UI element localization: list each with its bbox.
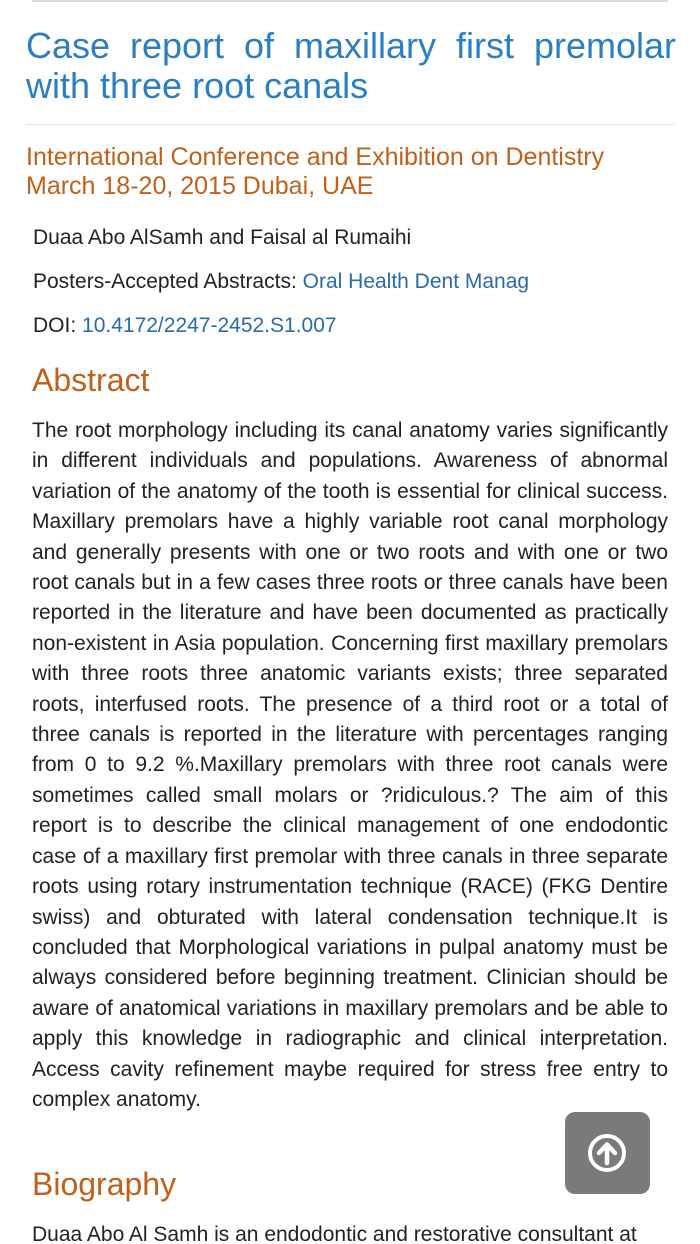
title-divider <box>26 124 674 125</box>
biography-body: Duaa Abo Al Samh is an endodontic and restorative consultant at <box>32 1223 637 1244</box>
conference-info <box>26 143 676 201</box>
arrow-up-circle-icon <box>587 1133 627 1173</box>
scroll-to-top-button[interactable] <box>565 1112 650 1194</box>
doi-link[interactable]: 10.4172/2247-2452.S1.007 <box>82 314 337 337</box>
abstract-heading: Abstract <box>32 362 150 398</box>
doi-label: DOI: <box>33 314 77 337</box>
category-line <box>33 269 529 295</box>
biography-heading: Biography <box>32 1166 177 1202</box>
category-label: Posters-Accepted Abstracts: <box>33 270 297 293</box>
authors: Duaa Abo AlSamh and Faisal al Rumaihi <box>33 226 412 249</box>
top-divider <box>32 0 668 2</box>
page-title: Case report of maxillary first premolar with three root canals <box>26 25 676 106</box>
abstract-body: The root morphology including its canal anatomy varies significantly in different individuals and populations. Awareness of abnormal variation of the anatomy of the tooth is essential for clinical success. Maxillary premolars have a highly variable root canal morphology and generally presents with one or two roots and with one or two root canals but in a few cases three roots or three canals have been reported in the literature and have been documented as practically non-existent in Asia population. Concerning first maxillary premolars with three roots three anatomic variants exists; three separated roots, interfused roots. The presence of a third root or a total of three canals is reported in the literature with percentages ranging from 0 to 9.2 %.Maxillary premolars with three root canals were sometimes called small molars or ?ridiculous.? The aim of this report is to describe the clinical management of one endodontic case of a maxillary first premolar with three canals in three separate roots using rotary instrumentation technique (RACE) (FKG Dentire swiss) and obturated with lateral condensation technique.It is concluded that Morphological variations in pulpal anatomy must be always considered before beginning treatment. Clinician should be aware of anatomical variations in maxillary premolars and be able to apply this knowledge in radiographic and clinical interpretation. Access cavity refinement maybe required for stress free entry to complex anatomy. <box>32 419 668 1111</box>
journal-link[interactable]: Oral Health Dent Manag <box>302 270 530 293</box>
doi-line <box>33 313 337 339</box>
conference-date-location: March 18-20, 2015 Dubai, UAE <box>26 172 374 200</box>
conference-name: International Conference and Exhibition on Dentistry <box>26 143 605 171</box>
